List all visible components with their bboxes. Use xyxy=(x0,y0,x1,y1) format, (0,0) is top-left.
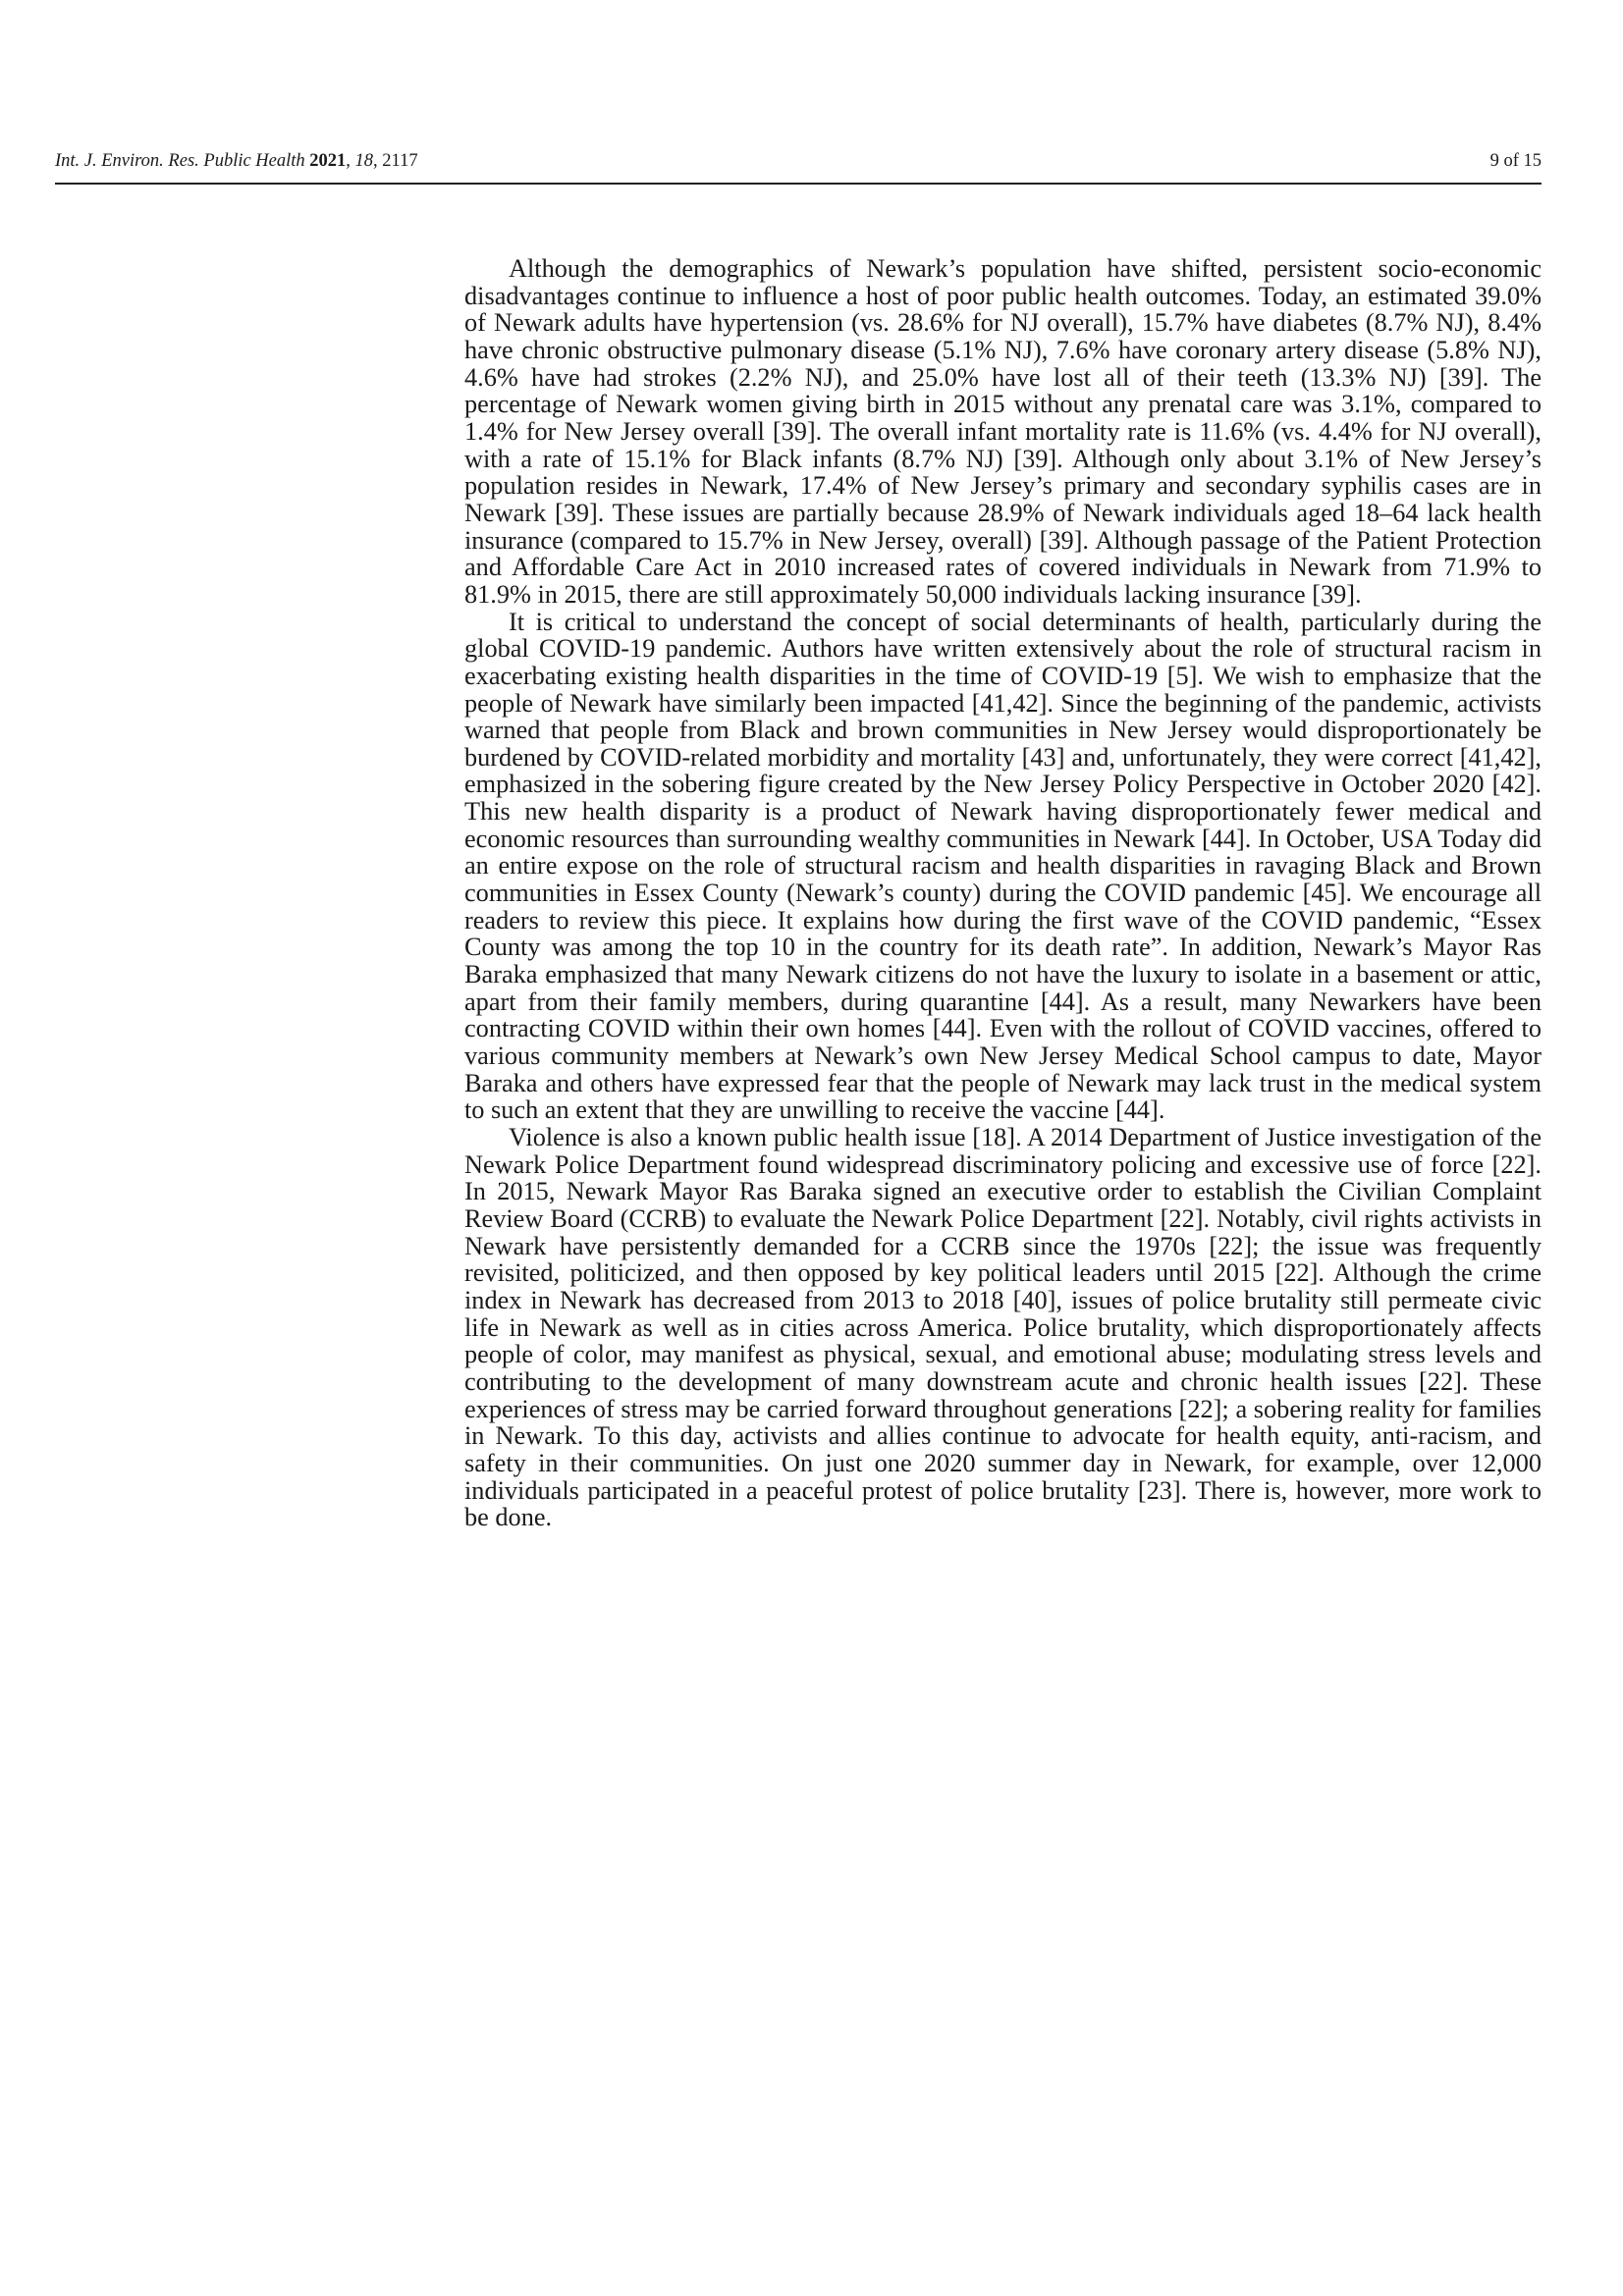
journal-abbrev: Int. J. Environ. Res. Public Health xyxy=(55,151,305,171)
page-number: 9 of 15 xyxy=(1489,151,1542,171)
running-header xyxy=(55,139,1542,185)
main-text xyxy=(464,255,1542,1531)
paragraph-health-outcomes: Although the demographics of Newark’s population have shifted, persistent socio-economic disadvantages continue to influence a host of poor public health outcomes. Today, an estimated 39.0% of Newark adults have hypertension (vs. 28.6% for NJ overall), 15.7% have diabetes (8.7% NJ), 8.4% have chronic obstructive pulmonary disease (5.1% NJ), 7.6% have coronary artery disease (5.8% NJ), 4.6% have had strokes (2.2% NJ), and 25.0% have lost all of their teeth (13.3% NJ) [39]. The percentage of Newark women giving birth in 2015 without any prenatal care was 3.1%, compared to 1.4% for New Jersey overall [39]. The overall infant mortality rate is 11.6% (vs. 4.4% for NJ overall), with a rate of 15.1% for Black infants (8.7% NJ) [39]. Although only about 3.1% of New Jersey’s population resides in Newark, 17.4% of New Jersey’s primary and secondary syphilis cases are in Newark [39]. These issues are partially because 28.9% of Newark individuals aged 18–64 lack health insurance (compared to 15.7% in New Jersey, overall) [39]. Although passage of the Patient Protection and Affordable Care Act in 2010 increased rates of covered individuals in Newark from 71.9% to 81.9% in 2015, there are still approximately 50,000 individuals lacking insurance [39]. xyxy=(464,254,1542,609)
journal-volume: 18 xyxy=(354,151,374,171)
journal-citation: Int. J. Environ. Res. Public Health 2021, 18, 2117 xyxy=(55,151,418,171)
paragraph-covid-19: It is critical to understand the concept of social determinants of health, particularly during the global COVID-19 pandemic. Authors have written extensively about the role of structural racism in exacerbating existing health disparities in the time of COVID-19 [5]. We wish to emphasize that the people of Newark have similarly been impacted [41,42]. Since the beginning of the pandemic, activists warned that people from Black and brown communities in New Jersey would disproportionately be burdened by COVID-related morbidity and mortality [43] and, unfortunately, they were correct [41,42], emphasized in the sobering figure created by the New Jersey Policy Perspective in October 2020 [42]. This new health disparity is a product of Newark having disproportionately fewer medical and economic resources than surrounding wealthy communities in Newark [44]. In October, USA Today did an entire expose on the role of structural racism and health disparities in ravaging Black and Brown communities in Essex County (Newark’s county) during the COVID pandemic [45]. We encourage all readers to review this piece. It explains how during the first wave of the COVID pandemic, “Essex County was among the top 10 in the country for its death rate”. In addition, Newark’s Mayor Ras Baraka emphasized that many Newark citizens do not have the luxury to isolate in a basement or attic, apart from their family members, during quarantine [44]. As a result, many Newarkers have been contracting COVID within their own homes [44]. Even with the rollout of COVID vaccines, offered to various community members at Newark’s own New Jersey Medical School campus to date, Mayor Baraka and others have expressed fear that the people of Newark may lack trust in the medical system to such an extent that they are unwilling to receive the vaccine [44]. xyxy=(464,607,1542,1125)
journal-year: 2021 xyxy=(309,151,347,171)
article-number: 2117 xyxy=(382,151,418,171)
paragraph-violence: Violence is also a known public health issue [18]. A 2014 Department of Justice investigation of the Newark Police Department found widespread discriminatory policing and excessive use of force [22]. In 2015, Newark Mayor Ras Baraka signed an executive order to establish the Civilian Complaint Review Board (CCRB) to evaluate the Newark Police Department [22]. Notably, civil rights activists in Newark have persistently demanded for a CCRB since the 1970s [22]; the issue was frequently revisited, politicized, and then opposed by key political leaders until 2015 [22]. Although the crime index in Newark has decreased from 2013 to 2018 [40], issues of police brutality still permeate civic life in Newark as well as in cities across America. Police brutality, which disproportionately affects people of color, may manifest as physical, sexual, and emotional abuse; modulating stress levels and contributing to the development of many downstream acute and chronic health issues [22]. These experiences of stress may be carried forward throughout generations [22]; a sobering reality for families in Newark. To this day, activists and allies continue to advocate for health equity, anti-racism, and safety in their communities. On just one 2020 summer day in Newark, for example, over 12,000 individuals participated in a peaceful protest of police brutality [23]. There is, however, more work to be done. xyxy=(464,1123,1542,1532)
